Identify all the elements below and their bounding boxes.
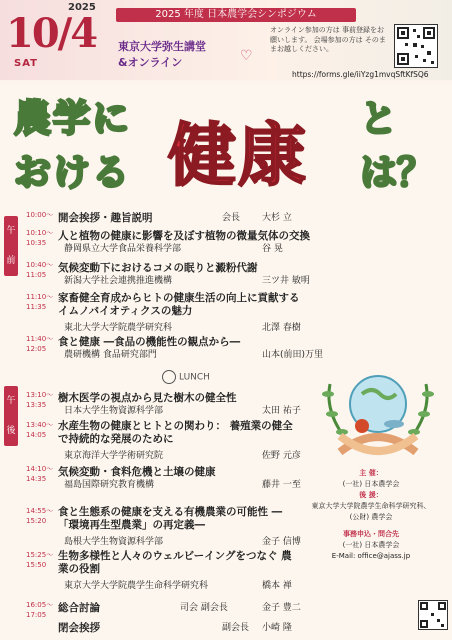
affiliation: 農研機構 食品研究部門 (64, 350, 157, 360)
symposium-ribbon: 2025 年度 日本農学会シンポジウム (116, 8, 356, 22)
contact-org: (一社) 日本農学会 (342, 541, 400, 549)
talk-title: 総合討論 (58, 602, 100, 614)
affiliation: 東京大学大学院農学生命科学研究科 (64, 581, 209, 591)
time: 10:40〜 11:05 (26, 261, 54, 279)
title-end2: は？ (360, 151, 434, 194)
talk-title: 人と植物の健康に影響を及ぼす植物の微量気体の交換 (58, 230, 310, 242)
online-note: オンライン参加の方は 事前登録をお願いします。 会場参加の方は そのままお越しください。 (270, 26, 386, 53)
speaker: 佐野 元彦 (262, 451, 301, 461)
speaker: 橋本 禅 (262, 581, 292, 591)
year: 2025 (68, 2, 96, 13)
time: 14:10〜 14:35 (26, 465, 54, 483)
registration-url[interactable]: https://forms.gle/iiYzg1mvqSftKfSQ6 (292, 70, 429, 79)
talk-title: 食と健康 ―食品の機能性の観点から― (58, 336, 241, 348)
speaker: 太田 祐子 (262, 406, 301, 416)
time: 10:10〜 10:35 (26, 229, 54, 247)
lunch-break (162, 370, 210, 384)
talk-title: 生物多様性と人々のウェルビーイングをつなぐ 農業の役割 (58, 550, 292, 575)
contact-qr-code[interactable] (418, 600, 448, 630)
talk-title: 樹木医学の視点から見た樹木の健全性 (58, 392, 237, 404)
time: 13:10〜 13:35 (26, 391, 54, 409)
day-of-week: SAT (14, 58, 38, 69)
role: 副会長 (222, 623, 250, 633)
role: 会長 (222, 213, 241, 223)
affiliation: 静岡県立大学食品栄養科学部 (64, 244, 182, 254)
event-date: 10/4 (6, 10, 97, 57)
host-label: 主 催： (359, 469, 383, 477)
speaker: 大杉 立 (262, 213, 292, 223)
title-line2: おける (14, 151, 131, 194)
organizers (296, 468, 446, 562)
affiliation: 東京海洋大学学術研究院 (64, 451, 164, 461)
heart-icon: ♡ (240, 48, 253, 64)
title-highlight: 健康 (168, 117, 309, 196)
title-line1: 農学に (14, 97, 131, 140)
affiliation: 福島国際研究教育機構 (64, 480, 155, 490)
lunch-label: LUNCH (179, 372, 210, 383)
lunch-icon (162, 370, 176, 384)
speaker: 三ツ井 敏明 (262, 276, 310, 286)
am-label: 午前 (4, 216, 18, 276)
time: 15:25〜 15:50 (26, 551, 54, 569)
role: 司会 副会長 (180, 603, 228, 613)
pm-label: 午後 (4, 386, 18, 446)
talk-title: 水産生物の健康とヒトとの関わり： 養殖業の健全で持続的な発展のために (58, 420, 293, 445)
main-title (0, 84, 452, 204)
speaker: 藤井 一至 (262, 480, 301, 490)
affiliation: 新潟大学社会連携推進機構 (64, 276, 173, 286)
venue-line1: 東京大学弥生講堂 (118, 40, 206, 53)
contact-email[interactable]: E-Mail: office@ajass.jp (331, 552, 411, 560)
venue-line2: &オンライン (118, 56, 183, 69)
time: 16:05〜 17:05 (26, 601, 54, 619)
time: 13:40〜 14:05 (26, 421, 54, 439)
contact-label: 事務申込・問合先 (343, 530, 399, 538)
time: 11:10〜 11:35 (26, 293, 54, 311)
affiliation: 日本大学生物資源科学部 (64, 406, 164, 416)
speaker: 山本(前田)万里 (262, 350, 324, 360)
talk-title: 家畜健全育成からヒトの健康生活の向上に貢献する イムノバイオティクスの魅力 (58, 292, 300, 317)
affiliation: 島根大学生物資源科学部 (64, 537, 164, 547)
host: (一社) 日本農学会 (342, 480, 400, 488)
talk-title: 食と生態系の健康を支える有機農業の可能性 ―「環境再生型農業」の再定義― (58, 506, 283, 531)
time: 14:55〜 15:20 (26, 507, 54, 525)
time: 11:40〜 12:05 (26, 335, 54, 353)
qr-code[interactable] (394, 24, 438, 68)
time: 10:00〜 (26, 211, 54, 219)
speaker: 金子 豊二 (262, 603, 301, 613)
globe-hands-illustration (310, 344, 446, 480)
talk-title: 気候変動下におけるコメの眠りと澱粉代謝 (58, 262, 258, 274)
talk-title: 気候変動・食料危機と土壌の健康 (58, 466, 216, 478)
support-1: 東京大学大学院農学生命科学研究科、 (311, 502, 431, 510)
speaker: 谷 晃 (262, 244, 283, 254)
speaker: 北澤 春樹 (262, 323, 301, 333)
support-2: (公財) 農学会 (349, 513, 393, 521)
title-end1: と (360, 97, 397, 140)
affiliation: 東北大学大学院農学研究科 (64, 323, 173, 333)
talk-title: 開会挨拶・趣旨説明 (58, 212, 153, 224)
talk-title: 閉会挨拶 (58, 622, 100, 634)
support-label: 後 援： (359, 491, 383, 499)
speaker: 金子 信博 (262, 537, 301, 547)
speaker: 小崎 隆 (262, 623, 292, 633)
